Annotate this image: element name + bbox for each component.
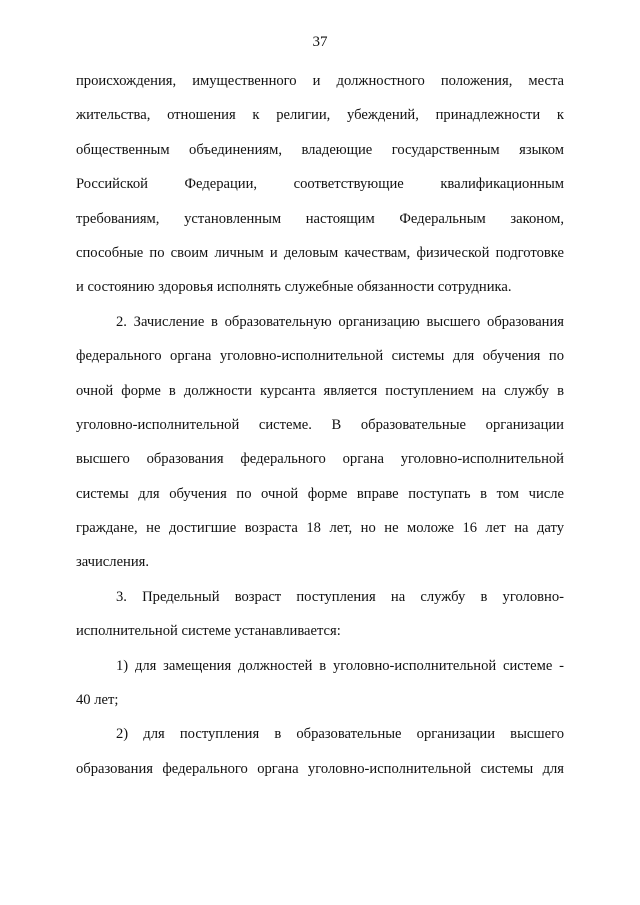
text-line: федерального органа уголовно-исполнительной системы для обучения по — [76, 348, 564, 365]
text-line: уголовно-исполнительной системе. В образовательные организации — [76, 416, 564, 433]
page-number: 37 — [312, 34, 328, 50]
text-line: исполнительной системе устанавливается: — [76, 623, 341, 640]
list-item-2-first-line: 2) для поступления в образовательные организации высшего — [116, 726, 564, 743]
text-line: и состоянию здоровья исполнять служебные обязанности сотрудника. — [76, 279, 512, 296]
text-line: происхождения, имущественного и должностного положения, места — [76, 73, 564, 89]
text-line: требованиям, установленным настоящим Федеральным законом, — [76, 210, 564, 227]
text-line: общественным объединениям, владеющие государственным языком — [76, 141, 564, 158]
text-line: граждане, не достигшие возраста 18 лет, но не моложе 16 лет на дату — [76, 520, 564, 537]
text-line: зачисления. — [76, 554, 150, 571]
paragraph-3-first-line: 3. Предельный возраст поступления на службу в уголовно- — [116, 588, 564, 605]
text-line: способные по своим личным и деловым качествам, физической подготовке — [76, 244, 564, 261]
text-line: образования федерального органа уголовно-исполнительной системы для — [76, 760, 564, 777]
text-line: 40 лет; — [76, 692, 119, 709]
text-line: высшего образования федерального органа уголовно-исполнительной — [76, 451, 564, 468]
text-line: жительства, отношения к религии, убеждений, принадлежности к — [76, 107, 564, 124]
text-line: Российской Федерации, соответствующие квалификационным — [76, 176, 564, 193]
text-line: очной форме в должности курсанта является поступлением на службу в — [76, 382, 564, 399]
list-item-1-first-line: 1) для замещения должностей в уголовно-исполнительной системе - — [116, 657, 564, 674]
document-body — [76, 64, 564, 786]
text-line: системы для обучения по очной форме вправе поступать в том числе — [76, 485, 564, 502]
paragraph-2-first-line: 2. Зачисление в образовательную организацию высшего образования — [116, 313, 564, 330]
